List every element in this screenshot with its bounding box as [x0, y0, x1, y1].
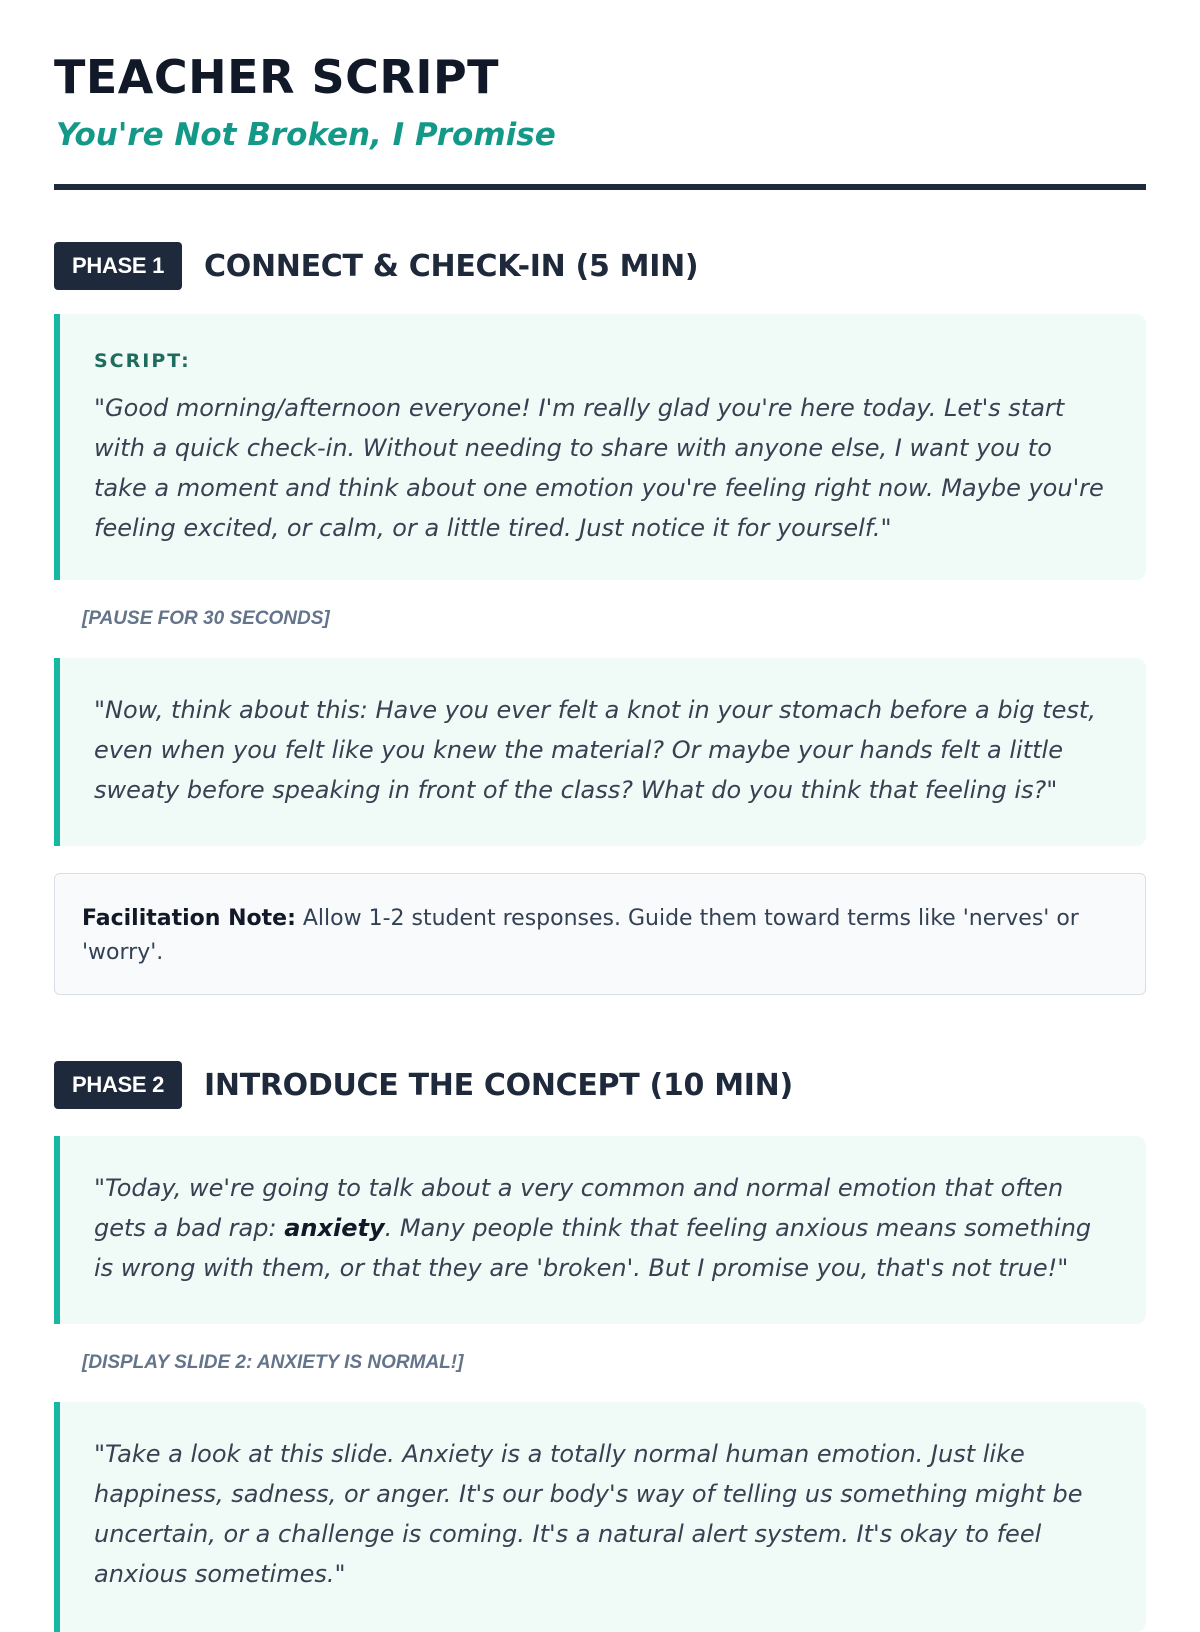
phase-1-badge: PHASE 1 — [54, 242, 182, 290]
phase-1-section — [54, 242, 1146, 995]
script-text-part: . Many people think that feeling anxious means something is wrong with them, or that they are 'broken'. But I promise you, that's not true!" — [94, 1214, 1092, 1282]
phase-1-script-box-1 — [54, 314, 1146, 580]
phase-1-header — [54, 242, 1146, 290]
title-divider — [54, 184, 1146, 190]
phase-1-script-text-1: "Good morning/afternoon everyone! I'm really glad you're here today. Let's start with a quick check-in. Without needing to share with anyone else, I want you to take a moment and think about one emotion you're feeling right now. Maybe you're feeling excited, or calm, or a little tired. Just notice it for yourself." — [94, 394, 1104, 542]
script-text-part: "Today, we're going to talk about a very common and normal emotion that often gets a bad rap: — [94, 1174, 1064, 1242]
phase-1-stage-direction: [PAUSE FOR 30 SECONDS] — [82, 608, 330, 629]
phase-2-header — [54, 1061, 1146, 1109]
facilitation-note-text: Allow 1-2 student responses. Guide them toward terms like 'nerves' or 'worry'. — [82, 906, 1079, 965]
script-label: SCRIPT: — [94, 350, 191, 372]
phase-2-script-box-1 — [54, 1136, 1146, 1324]
phase-2-script-text-2: "Take a look at this slide. Anxiety is a totally normal human emotion. Just like happiness, sadness, or anger. It's our body's way of telling us something might be uncertain, or a challenge is coming. It's a natural alert system. It's okay to feel anxious sometimes." — [94, 1440, 1083, 1588]
phase-2-badge: PHASE 2 — [54, 1061, 182, 1109]
document-title: TEACHER SCRIPT — [54, 50, 500, 104]
phase-2-script-box-2 — [54, 1402, 1146, 1632]
phase-2-script-text-1 — [94, 1168, 1110, 1288]
facilitation-note-label: Facilitation Note: — [82, 906, 296, 931]
phase-1-title: CONNECT & CHECK-IN (5 MIN) — [204, 248, 699, 284]
teacher-script-document — [54, 46, 1146, 1632]
phase-2-stage-direction: [DISPLAY SLIDE 2: ANXIETY IS NORMAL!] — [82, 1352, 464, 1373]
phase-1-script-text-2: "Now, think about this: Have you ever felt a knot in your stomach before a big test, even when you felt like you knew the material? Or maybe your hands felt a little sweaty before speaking in front of the class? What do you think that feeling is?" — [94, 696, 1096, 804]
emphasis-anxiety: anxiety — [284, 1214, 385, 1242]
phase-1-script-box-2 — [54, 658, 1146, 846]
phase-2-title: INTRODUCE THE CONCEPT (10 MIN) — [204, 1067, 793, 1103]
phase-2-section — [54, 1061, 1146, 1632]
document-subtitle: You're Not Broken, I Promise — [56, 117, 556, 153]
facilitation-note — [54, 873, 1146, 995]
